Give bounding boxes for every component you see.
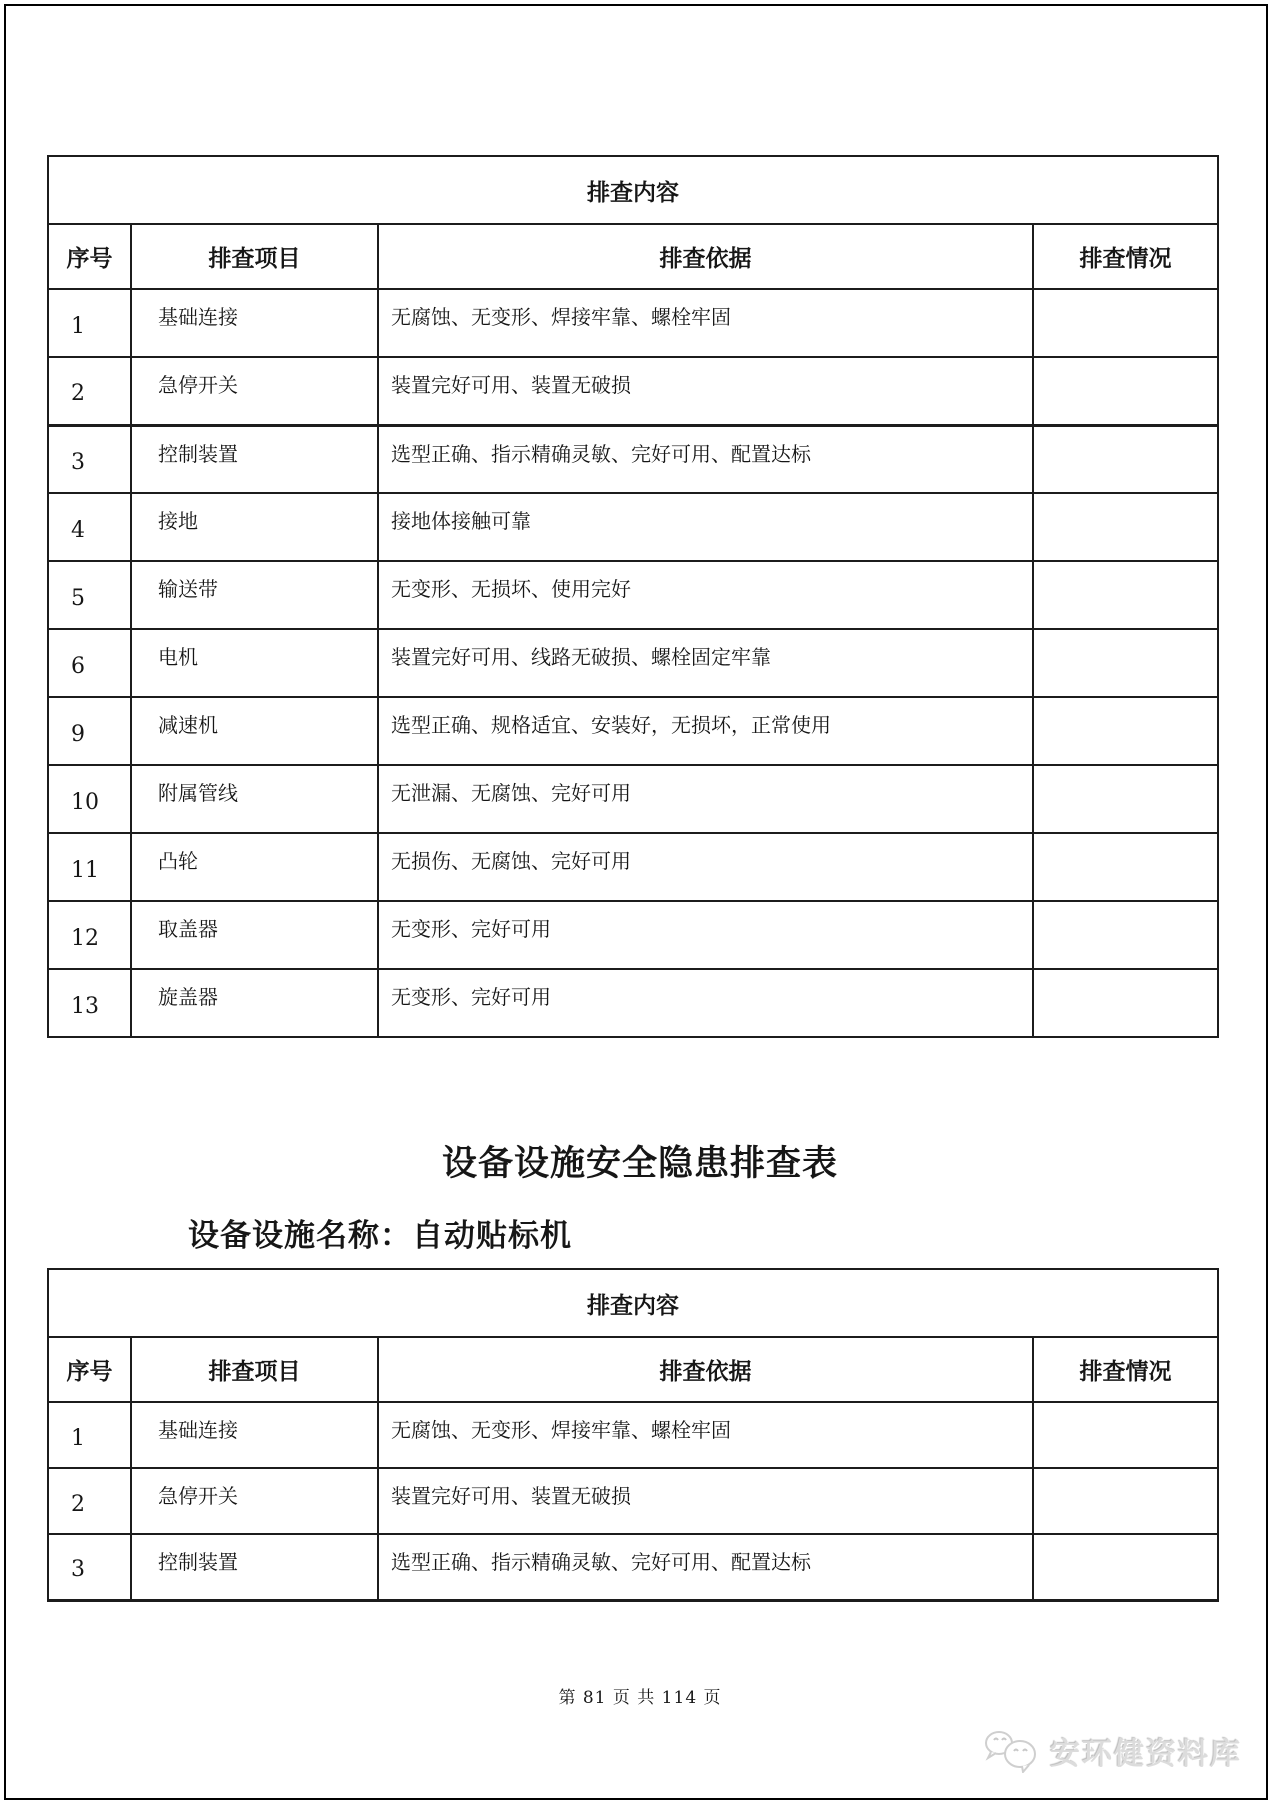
item-cell: 急停开关 bbox=[131, 1468, 378, 1534]
basis-cell: 装置完好可用、装置无破损 bbox=[378, 357, 1033, 425]
table-title-row bbox=[48, 156, 1218, 224]
basis-cell: 无变形、完好可用 bbox=[378, 969, 1033, 1037]
watermark bbox=[982, 1729, 1242, 1773]
item-cell: 基础连接 bbox=[131, 1402, 378, 1468]
item-cell: 减速机 bbox=[131, 697, 378, 765]
row-number: 1 bbox=[48, 289, 131, 357]
wechat-bubbles-icon bbox=[982, 1729, 1042, 1773]
item-cell: 凸轮 bbox=[131, 833, 378, 901]
row-number: 2 bbox=[48, 1468, 131, 1534]
table-row bbox=[48, 629, 1218, 697]
row-number: 13 bbox=[48, 969, 131, 1037]
item-cell: 控制装置 bbox=[131, 425, 378, 493]
col-header-basis: 排查依据 bbox=[378, 1337, 1033, 1402]
row-number: 6 bbox=[48, 629, 131, 697]
table-title: 排查内容 bbox=[48, 1269, 1218, 1337]
table-row bbox=[48, 289, 1218, 357]
basis-cell: 无变形、无损坏、使用完好 bbox=[378, 561, 1033, 629]
status-cell bbox=[1033, 1534, 1218, 1600]
status-cell bbox=[1033, 697, 1218, 765]
item-cell: 附属管线 bbox=[131, 765, 378, 833]
inspection-table-2 bbox=[47, 1268, 1219, 1602]
status-cell bbox=[1033, 765, 1218, 833]
inspection-table-1 bbox=[47, 155, 1219, 1038]
row-number: 11 bbox=[48, 833, 131, 901]
row-number: 12 bbox=[48, 901, 131, 969]
col-header-no: 序号 bbox=[48, 1337, 131, 1402]
equipment-name-line bbox=[188, 1210, 572, 1255]
table-row bbox=[48, 765, 1218, 833]
item-cell: 输送带 bbox=[131, 561, 378, 629]
column-header-row bbox=[48, 1337, 1218, 1402]
row-number: 3 bbox=[48, 1534, 131, 1600]
table-row bbox=[48, 833, 1218, 901]
table-row bbox=[48, 697, 1218, 765]
table-row bbox=[48, 357, 1218, 425]
row-number: 1 bbox=[48, 1402, 131, 1468]
status-cell bbox=[1033, 1402, 1218, 1468]
item-cell: 取盖器 bbox=[131, 901, 378, 969]
col-header-item: 排查项目 bbox=[131, 224, 378, 289]
equipment-name-value: 自动贴标机 bbox=[412, 1218, 572, 1254]
item-cell: 基础连接 bbox=[131, 289, 378, 357]
status-cell bbox=[1033, 425, 1218, 493]
item-cell: 旋盖器 bbox=[131, 969, 378, 1037]
item-cell: 接地 bbox=[131, 493, 378, 561]
basis-cell: 无腐蚀、无变形、焊接牢靠、螺栓牢固 bbox=[378, 289, 1033, 357]
status-cell bbox=[1033, 629, 1218, 697]
row-number: 2 bbox=[48, 357, 131, 425]
item-cell: 电机 bbox=[131, 629, 378, 697]
row-number: 4 bbox=[48, 493, 131, 561]
table-title: 排查内容 bbox=[48, 156, 1218, 224]
table-row bbox=[48, 1468, 1218, 1534]
basis-cell: 无腐蚀、无变形、焊接牢靠、螺栓牢固 bbox=[378, 1402, 1033, 1468]
basis-cell: 选型正确、规格适宜、安装好，无损坏，正常使用 bbox=[378, 697, 1033, 765]
status-cell bbox=[1033, 1468, 1218, 1534]
col-header-status: 排查情况 bbox=[1033, 1337, 1218, 1402]
table-row bbox=[48, 1534, 1218, 1600]
page-title: 设备设施安全隐患排查表 bbox=[441, 1143, 838, 1184]
watermark-brand-text: 安环健资料库 bbox=[1050, 1737, 1242, 1772]
status-cell bbox=[1033, 289, 1218, 357]
basis-cell: 装置完好可用、装置无破损 bbox=[378, 1468, 1033, 1534]
basis-cell: 无损伤、无腐蚀、完好可用 bbox=[378, 833, 1033, 901]
item-cell: 控制装置 bbox=[131, 1534, 378, 1600]
basis-cell: 选型正确、指示精确灵敏、完好可用、配置达标 bbox=[378, 1534, 1033, 1600]
equipment-name-label: 设备设施名称： bbox=[188, 1218, 412, 1254]
table-row bbox=[48, 561, 1218, 629]
basis-cell: 接地体接触可靠 bbox=[378, 493, 1033, 561]
row-number: 9 bbox=[48, 697, 131, 765]
basis-cell: 无变形、完好可用 bbox=[378, 901, 1033, 969]
status-cell bbox=[1033, 833, 1218, 901]
status-cell bbox=[1033, 969, 1218, 1037]
basis-cell: 无泄漏、无腐蚀、完好可用 bbox=[378, 765, 1033, 833]
page-number-footer: 第 81 页 共 114 页 bbox=[558, 1688, 722, 1708]
status-cell bbox=[1033, 493, 1218, 561]
column-header-row bbox=[48, 224, 1218, 289]
table-row bbox=[48, 1402, 1218, 1468]
row-number: 5 bbox=[48, 561, 131, 629]
item-cell: 急停开关 bbox=[131, 357, 378, 425]
table-title-row bbox=[48, 1269, 1218, 1337]
status-cell bbox=[1033, 357, 1218, 425]
table-row bbox=[48, 425, 1218, 493]
col-header-status: 排查情况 bbox=[1033, 224, 1218, 289]
table-row bbox=[48, 901, 1218, 969]
row-number: 10 bbox=[48, 765, 131, 833]
status-cell bbox=[1033, 561, 1218, 629]
row-number: 3 bbox=[48, 425, 131, 493]
basis-cell: 装置完好可用、线路无破损、螺栓固定牢靠 bbox=[378, 629, 1033, 697]
col-header-item: 排查项目 bbox=[131, 1337, 378, 1402]
col-header-no: 序号 bbox=[48, 224, 131, 289]
basis-cell: 选型正确、指示精确灵敏、完好可用、配置达标 bbox=[378, 425, 1033, 493]
col-header-basis: 排查依据 bbox=[378, 224, 1033, 289]
table-row bbox=[48, 493, 1218, 561]
table-row bbox=[48, 969, 1218, 1037]
status-cell bbox=[1033, 901, 1218, 969]
